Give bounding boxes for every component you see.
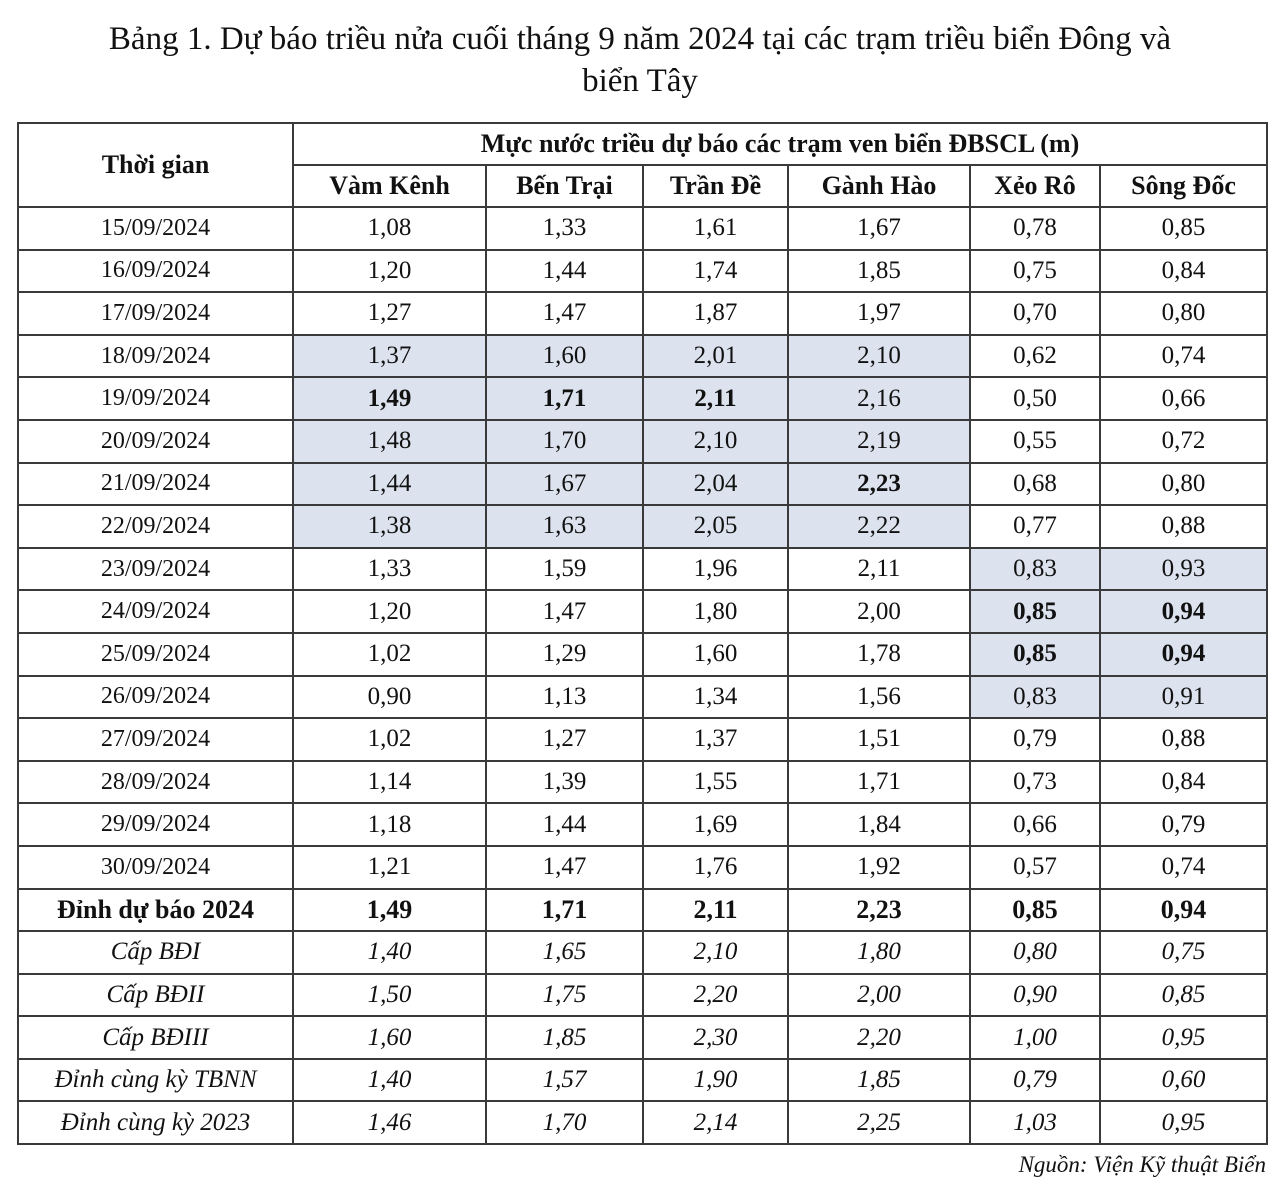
value-cell: 2,00 (788, 590, 970, 633)
value-cell: 1,47 (486, 292, 643, 335)
level-value-cell: 1,70 (486, 1101, 643, 1144)
value-cell: 2,11 (788, 548, 970, 591)
value-cell: 0,66 (1100, 377, 1267, 420)
table-row (18, 548, 1267, 591)
value-cell: 2,04 (643, 463, 788, 506)
value-cell: 1,47 (486, 590, 643, 633)
value-cell: 1,70 (486, 420, 643, 463)
value-cell: 0,83 (970, 548, 1100, 591)
value-cell: 0,84 (1100, 761, 1267, 804)
level-value-cell: 1,03 (970, 1101, 1100, 1144)
value-cell: 1,63 (486, 505, 643, 548)
level-value-cell: 1,90 (643, 1059, 788, 1102)
table-row (18, 250, 1267, 293)
level-value-cell: 1,46 (293, 1101, 486, 1144)
value-cell: 1,20 (293, 250, 486, 293)
level-value-cell: 0,85 (1100, 974, 1267, 1017)
value-cell: 2,22 (788, 505, 970, 548)
value-cell: 1,78 (788, 633, 970, 676)
level-value-cell: 1,80 (788, 931, 970, 974)
table-row (18, 761, 1267, 804)
level-value-cell: 0,79 (970, 1059, 1100, 1102)
table-body (18, 207, 1267, 1144)
caption-line-1: Bảng 1. Dự báo triều nửa cuối tháng 9 năm 2024 tại các trạm triều biển Đông và (108, 21, 1172, 57)
level-label: Đỉnh cùng kỳ TBNN (18, 1059, 293, 1102)
level-value-cell: 2,20 (788, 1016, 970, 1059)
value-cell: 0,93 (1100, 548, 1267, 591)
level-value-cell: 1,60 (293, 1016, 486, 1059)
value-cell: 1,37 (293, 335, 486, 378)
table-row (18, 505, 1267, 548)
value-cell: 1,76 (643, 846, 788, 889)
value-cell: 2,23 (788, 463, 970, 506)
value-cell: 0,68 (970, 463, 1100, 506)
value-cell: 1,59 (486, 548, 643, 591)
header-group: Mực nước triều dự báo các trạm ven biển ĐBSCL (m) (293, 123, 1267, 165)
level-row (18, 1059, 1267, 1102)
peak-value-cell: 0,85 (970, 889, 1100, 932)
value-cell: 0,85 (970, 590, 1100, 633)
value-cell: 1,27 (293, 292, 486, 335)
value-cell: 1,55 (643, 761, 788, 804)
header-station: Vàm Kênh (293, 165, 486, 207)
level-label: Cấp BĐIII (18, 1016, 293, 1059)
value-cell: 1,20 (293, 590, 486, 633)
value-cell: 0,85 (970, 633, 1100, 676)
value-cell: 0,74 (1100, 335, 1267, 378)
level-label: Cấp BĐII (18, 974, 293, 1017)
source-note: Nguồn: Viện Kỹ thuật Biển (1018, 1152, 1266, 1177)
date-cell: 19/09/2024 (18, 377, 293, 420)
level-label: Cấp BĐI (18, 931, 293, 974)
value-cell: 0,88 (1100, 718, 1267, 761)
header-station: Bến Trại (486, 165, 643, 207)
table-row (18, 377, 1267, 420)
value-cell: 1,08 (293, 207, 486, 250)
peak-value-cell: 2,23 (788, 889, 970, 932)
level-value-cell: 0,95 (1100, 1016, 1267, 1059)
value-cell: 1,33 (486, 207, 643, 250)
value-cell: 1,71 (788, 761, 970, 804)
date-cell: 21/09/2024 (18, 463, 293, 506)
value-cell: 0,78 (970, 207, 1100, 250)
table-row (18, 846, 1267, 889)
level-value-cell: 1,40 (293, 1059, 486, 1102)
value-cell: 0,73 (970, 761, 1100, 804)
value-cell: 1,37 (643, 718, 788, 761)
value-cell: 0,79 (1100, 803, 1267, 846)
value-cell: 0,90 (293, 676, 486, 719)
level-value-cell: 0,90 (970, 974, 1100, 1017)
level-row (18, 974, 1267, 1017)
value-cell: 1,39 (486, 761, 643, 804)
date-cell: 29/09/2024 (18, 803, 293, 846)
value-cell: 1,02 (293, 718, 486, 761)
value-cell: 1,67 (486, 463, 643, 506)
header-time: Thời gian (18, 123, 293, 207)
date-cell: 20/09/2024 (18, 420, 293, 463)
level-value-cell: 2,14 (643, 1101, 788, 1144)
header-station: Gành Hào (788, 165, 970, 207)
value-cell: 0,80 (1100, 292, 1267, 335)
value-cell: 1,44 (486, 250, 643, 293)
value-cell: 1,47 (486, 846, 643, 889)
level-value-cell: 2,10 (643, 931, 788, 974)
table-row (18, 590, 1267, 633)
value-cell: 1,44 (293, 463, 486, 506)
value-cell: 1,92 (788, 846, 970, 889)
value-cell: 0,55 (970, 420, 1100, 463)
level-label: Đỉnh cùng kỳ 2023 (18, 1101, 293, 1144)
value-cell: 1,33 (293, 548, 486, 591)
value-cell: 0,88 (1100, 505, 1267, 548)
value-cell: 0,74 (1100, 846, 1267, 889)
date-cell: 25/09/2024 (18, 633, 293, 676)
value-cell: 1,38 (293, 505, 486, 548)
level-row (18, 1016, 1267, 1059)
value-cell: 1,27 (486, 718, 643, 761)
date-cell: 30/09/2024 (18, 846, 293, 889)
value-cell: 0,91 (1100, 676, 1267, 719)
table-row (18, 420, 1267, 463)
level-value-cell: 1,85 (788, 1059, 970, 1102)
value-cell: 0,50 (970, 377, 1100, 420)
value-cell: 0,85 (1100, 207, 1267, 250)
value-cell: 2,10 (643, 420, 788, 463)
value-cell: 1,85 (788, 250, 970, 293)
date-cell: 26/09/2024 (18, 676, 293, 719)
level-value-cell: 1,75 (486, 974, 643, 1017)
header-station: Trần Đề (643, 165, 788, 207)
value-cell: 1,69 (643, 803, 788, 846)
value-cell: 2,01 (643, 335, 788, 378)
value-cell: 1,67 (788, 207, 970, 250)
date-cell: 28/09/2024 (18, 761, 293, 804)
value-cell: 0,83 (970, 676, 1100, 719)
value-cell: 1,29 (486, 633, 643, 676)
level-value-cell: 0,80 (970, 931, 1100, 974)
table-row (18, 718, 1267, 761)
value-cell: 1,87 (643, 292, 788, 335)
level-value-cell: 2,30 (643, 1016, 788, 1059)
peak-label: Đỉnh dự báo 2024 (18, 889, 293, 932)
value-cell: 0,62 (970, 335, 1100, 378)
header-station: Sông Đốc (1100, 165, 1267, 207)
table-row (18, 335, 1267, 378)
peak-row (18, 889, 1267, 932)
level-value-cell: 1,85 (486, 1016, 643, 1059)
level-value-cell: 2,25 (788, 1101, 970, 1144)
peak-value-cell: 2,11 (643, 889, 788, 932)
level-value-cell: 1,40 (293, 931, 486, 974)
level-value-cell: 2,20 (643, 974, 788, 1017)
date-cell: 16/09/2024 (18, 250, 293, 293)
table-row (18, 676, 1267, 719)
value-cell: 1,13 (486, 676, 643, 719)
value-cell: 0,84 (1100, 250, 1267, 293)
caption-line-2: biển Tây (582, 63, 698, 99)
table-row (18, 803, 1267, 846)
value-cell: 1,51 (788, 718, 970, 761)
value-cell: 1,18 (293, 803, 486, 846)
level-value-cell: 2,00 (788, 974, 970, 1017)
date-cell: 22/09/2024 (18, 505, 293, 548)
value-cell: 1,56 (788, 676, 970, 719)
value-cell: 1,96 (643, 548, 788, 591)
level-value-cell: 1,50 (293, 974, 486, 1017)
peak-value-cell: 0,94 (1100, 889, 1267, 932)
table-row (18, 292, 1267, 335)
value-cell: 2,05 (643, 505, 788, 548)
value-cell: 1,14 (293, 761, 486, 804)
value-cell: 0,66 (970, 803, 1100, 846)
header-station: Xẻo Rô (970, 165, 1100, 207)
level-row (18, 1101, 1267, 1144)
value-cell: 2,10 (788, 335, 970, 378)
value-cell: 1,48 (293, 420, 486, 463)
level-value-cell: 1,00 (970, 1016, 1100, 1059)
value-cell: 0,75 (970, 250, 1100, 293)
level-value-cell: 0,75 (1100, 931, 1267, 974)
value-cell: 1,21 (293, 846, 486, 889)
value-cell: 1,60 (486, 335, 643, 378)
value-cell: 1,49 (293, 377, 486, 420)
value-cell: 2,16 (788, 377, 970, 420)
date-cell: 15/09/2024 (18, 207, 293, 250)
value-cell: 1,80 (643, 590, 788, 633)
value-cell: 1,74 (643, 250, 788, 293)
date-cell: 18/09/2024 (18, 335, 293, 378)
level-value-cell: 1,65 (486, 931, 643, 974)
level-value-cell: 0,60 (1100, 1059, 1267, 1102)
level-value-cell: 1,57 (486, 1059, 643, 1102)
value-cell: 1,44 (486, 803, 643, 846)
value-cell: 2,11 (643, 377, 788, 420)
level-value-cell: 0,95 (1100, 1101, 1267, 1144)
value-cell: 0,94 (1100, 633, 1267, 676)
value-cell: 0,77 (970, 505, 1100, 548)
date-cell: 24/09/2024 (18, 590, 293, 633)
value-cell: 1,71 (486, 377, 643, 420)
date-cell: 17/09/2024 (18, 292, 293, 335)
tide-forecast-table (17, 122, 1268, 1145)
date-cell: 23/09/2024 (18, 548, 293, 591)
value-cell: 0,57 (970, 846, 1100, 889)
peak-value-cell: 1,71 (486, 889, 643, 932)
table-row (18, 463, 1267, 506)
value-cell: 1,02 (293, 633, 486, 676)
value-cell: 1,97 (788, 292, 970, 335)
table-row (18, 207, 1267, 250)
value-cell: 0,94 (1100, 590, 1267, 633)
peak-value-cell: 1,49 (293, 889, 486, 932)
value-cell: 0,80 (1100, 463, 1267, 506)
table-caption (0, 18, 1280, 102)
value-cell: 0,79 (970, 718, 1100, 761)
date-cell: 27/09/2024 (18, 718, 293, 761)
value-cell: 2,19 (788, 420, 970, 463)
value-cell: 1,60 (643, 633, 788, 676)
value-cell: 1,84 (788, 803, 970, 846)
value-cell: 0,70 (970, 292, 1100, 335)
level-row (18, 931, 1267, 974)
value-cell: 0,72 (1100, 420, 1267, 463)
value-cell: 1,34 (643, 676, 788, 719)
value-cell: 1,61 (643, 207, 788, 250)
table-row (18, 633, 1267, 676)
